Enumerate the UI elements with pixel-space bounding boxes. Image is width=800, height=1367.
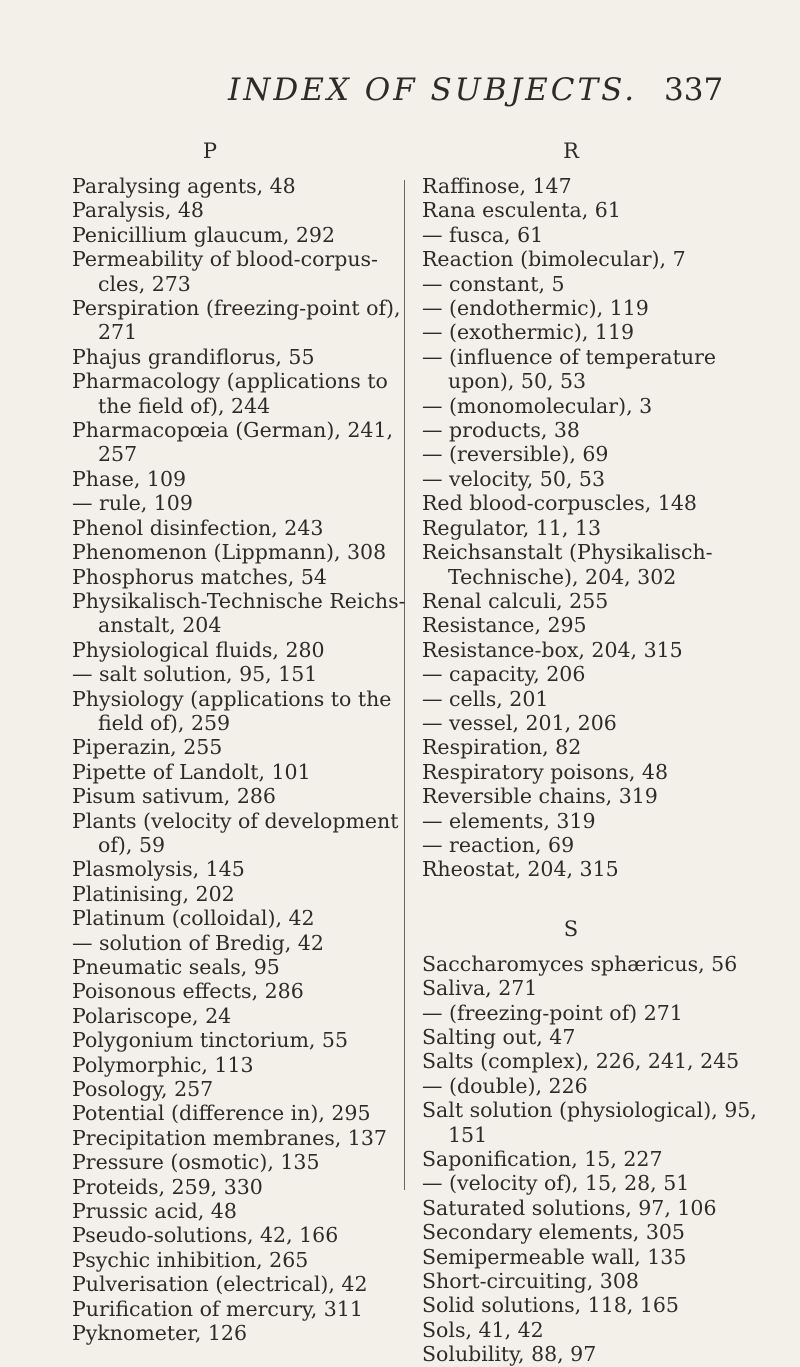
index-entry: Respiratory poisons, 48 <box>422 759 668 784</box>
index-entry: Reversible chains, 319 <box>422 784 658 809</box>
index-entry: — (monomolecular), 3 <box>422 393 653 418</box>
index-entry: Permeability of blood-corpus-cles, 273 <box>72 247 378 296</box>
index-entry: Piperazin, 255 <box>72 735 223 760</box>
index-entry: — solution of Bredig, 42 <box>72 930 324 955</box>
index-section <box>72 138 408 1346</box>
index-entry: Renal calculi, 255 <box>422 588 609 613</box>
index-entry: — (double), 226 <box>422 1073 588 1098</box>
index-entry: Plants (velocity of development of), 59 <box>72 808 399 857</box>
index-entry: Pseudo-solutions, 42, 166 <box>72 1223 339 1248</box>
index-entry: Pharmacology (applications to the field of), 244 <box>72 369 388 418</box>
index-entry-list <box>72 174 408 1346</box>
index-entry: Polymorphic, 113 <box>72 1052 254 1077</box>
index-entry: Plasmolysis, 145 <box>72 857 245 882</box>
left-column <box>72 138 408 1346</box>
index-entry: Reichsanstalt (Physikalisch-Technische), 204, 302 <box>422 540 713 589</box>
index-entry: Rana esculenta, 61 <box>422 198 621 223</box>
right-column <box>422 138 760 1367</box>
index-entry: Phase, 109 <box>72 466 187 491</box>
index-section <box>422 916 760 1367</box>
page-number: 337 <box>664 72 724 108</box>
index-entry: Pneumatic seals, 95 <box>72 955 280 979</box>
index-entry: Resistance-box, 204, 315 <box>422 637 683 662</box>
section-letter: S <box>563 916 579 941</box>
index-entry: Short-circuiting, 308 <box>422 1269 639 1294</box>
index-entry: Saponification, 15, 227 <box>422 1147 663 1172</box>
index-entry: Saliva, 271 <box>422 976 538 1001</box>
index-entry: Potential (difference in), 295 <box>72 1101 371 1126</box>
index-entry: Psychic inhibition, 265 <box>72 1247 309 1272</box>
index-entry: Saturated solutions, 97, 106 <box>422 1195 717 1220</box>
index-entry: Pyknometer, 126 <box>72 1321 247 1346</box>
index-entry: Physiological fluids, 280 <box>72 637 325 662</box>
index-entry-list <box>422 952 760 1367</box>
index-entry: Regulator, 11, 13 <box>422 515 602 540</box>
index-entry: — reaction, 69 <box>422 832 575 857</box>
index-entry: — salt solution, 95, 151 <box>72 662 318 687</box>
index-entry: — constant, 5 <box>422 271 565 296</box>
index-entry: Penicillium glaucum, 292 <box>72 222 336 247</box>
index-entry: Pisum sativum, 286 <box>72 784 276 809</box>
index-entry: — cells, 201 <box>422 686 549 711</box>
section-letter: R <box>563 139 579 163</box>
index-entry: Paralysis, 48 <box>72 198 204 223</box>
index-entry: Pressure (osmotic), 135 <box>72 1150 320 1175</box>
index-entry: Solubility, 88, 97 <box>422 1342 597 1367</box>
index-entry-list <box>422 174 760 882</box>
index-entry: Semipermeable wall, 135 <box>422 1244 687 1269</box>
index-entry: Polygonium tinctorium, 55 <box>72 1028 348 1053</box>
index-entry: Poisonous effects, 286 <box>72 979 304 1004</box>
index-entry: Perspiration (freezing-point of), 271 <box>72 296 401 345</box>
index-entry: Posology, 257 <box>72 1077 214 1102</box>
index-entry: — elements, 319 <box>422 808 596 833</box>
index-entry: — vessel, 201, 206 <box>422 710 617 735</box>
index-entry: Reaction (bimolecular), 7 <box>422 247 686 272</box>
index-entry: — velocity, 50, 53 <box>422 466 605 491</box>
index-entry: Resistance, 295 <box>422 613 587 638</box>
index-entry: Saccharomyces sphæricus, 56 <box>422 951 738 976</box>
index-entry: Salt solution (physiological), 95, 151 <box>422 1098 757 1147</box>
index-entry: Platinising, 202 <box>72 881 235 906</box>
running-header <box>0 72 800 112</box>
index-entry: Purification of mercury, 311 <box>72 1296 363 1321</box>
index-entry: Sols, 41, 42 <box>422 1317 544 1342</box>
running-title: INDEX OF SUBJECTS. <box>228 72 638 108</box>
index-entry: — capacity, 206 <box>422 662 586 687</box>
index-entry: Pulverisation (electrical), 42 <box>72 1272 368 1297</box>
index-entry: — rule, 109 <box>72 491 193 516</box>
index-entry: Proteids, 259, 330 <box>72 1174 263 1199</box>
index-entry: Phosphorus matches, 54 <box>72 564 327 589</box>
index-entry: Physikalisch-Technische Reichs-anstalt, 204 <box>72 588 406 638</box>
index-entry: — (velocity of), 15, 28, 51 <box>422 1171 690 1196</box>
index-entry: Phajus grandiflorus, 55 <box>72 344 315 369</box>
index-entry: Prussic acid, 48 <box>72 1199 237 1224</box>
index-entry: Platinum (colloidal), 42 <box>72 906 315 931</box>
section-letter: P <box>202 139 218 163</box>
index-entry: — (freezing-point of) 271 <box>422 1000 683 1025</box>
index-entry: Pharmacopœia (German), 241, 257 <box>72 418 394 467</box>
index-entry: — (endothermic), 119 <box>422 296 649 321</box>
index-entry: — products, 38 <box>422 418 580 443</box>
index-entry: Physiology (applications to the field of), 259 <box>72 686 392 735</box>
index-entry: Secondary elements, 305 <box>422 1220 685 1245</box>
index-entry: Rheostat, 204, 315 <box>422 857 619 882</box>
index-entry: — (influence of temperature upon), 50, 53 <box>422 344 717 394</box>
index-entry: Solid solutions, 118, 165 <box>422 1293 679 1318</box>
index-entry: Precipitation membranes, 137 <box>72 1125 387 1150</box>
index-entry: Pipette of Landolt, 101 <box>72 759 311 784</box>
index-entry: Polariscope, 24 <box>72 1003 232 1028</box>
index-entry: — (exothermic), 119 <box>422 320 635 345</box>
index-section <box>422 138 760 882</box>
index-entry: — (reversible), 69 <box>422 442 609 467</box>
index-entry: Phenol disinfection, 243 <box>72 515 324 540</box>
index-entry: Salting out, 47 <box>422 1025 576 1049</box>
index-entry: Raffinose, 147 <box>422 174 572 198</box>
index-entry: Paralysing agents, 48 <box>72 174 296 198</box>
index-entry: Red blood-corpuscles, 148 <box>422 491 697 516</box>
index-entry: Respiration, 82 <box>422 735 582 760</box>
index-entry: Salts (complex), 226, 241, 245 <box>422 1049 740 1074</box>
index-entry: Phenomenon (Lippmann), 308 <box>72 540 387 565</box>
index-entry: — fusca, 61 <box>422 222 544 247</box>
